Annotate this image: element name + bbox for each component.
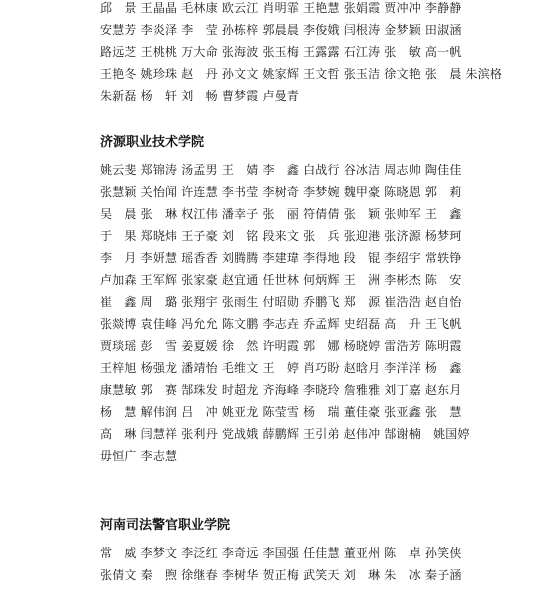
- name-line: 张燚博 袁佳峰 冯允允 陈文鹏 李志垚 乔孟辉 史绍磊 高 升 王飞帆: [100, 317, 462, 331]
- name-line: 杨 慧 解伟润 吕 冲 姚亚龙 陈莹雪 杨 瑞 董佳豪 张亚鑫 张 慧: [100, 405, 462, 419]
- name-line: 吴 晨 张 琳 权江伟 潘幸子 张 丽 符倩倩 张 颖 张帅军 王 鑫: [100, 207, 462, 221]
- name-line: 卢加森 王军辉 张家豪 赵宜通 任世林 何炳辉 王 洲 李彬杰 陈 安: [100, 273, 462, 287]
- name-line: 康慧敏 郭 赛 郜珠发 时超龙 齐海峰 李晓玲 詹雅雅 刘丁嘉 赵东月: [100, 383, 462, 397]
- section-heading: 济源职业技术学院: [100, 135, 205, 150]
- name-line: 毋恒广 李志慧: [100, 449, 178, 463]
- name-line: 常 威 李梦文 李泛红 李奇远 李国强 任佳慧 董亚州 陈 卓 孙笑侠: [100, 546, 462, 560]
- name-list-continued: [100, 0, 503, 107]
- section-heading: 河南司法警官职业学院: [100, 518, 231, 533]
- name-line: 于 果 郑晓炜 王子豪 刘 铭 段来文 张 兵 张迎港 张济源 杨梦珂: [100, 229, 462, 243]
- name-line: 张慧颖 关怡闻 许连慧 李书莹 李树奇 李梦婉 魏甲豪 陈晓恩 郭 莉: [100, 185, 462, 199]
- name-line: 姚云斐 郑锦涛 汤孟男 王 婧 李 鑫 白战行 谷冰洁 周志帅 陶佳佳: [100, 163, 462, 177]
- section-henan-judicial-police: [100, 510, 462, 586]
- name-line: 贾琰瑶 彭 雪 姜夏媛 徐 然 许明霞 郭 娜 杨晓婷 雷浩芳 陈明霞: [100, 339, 462, 353]
- section-jiyuan: [100, 127, 470, 467]
- name-line: 李 月 李妍慧 瑶香香 刘腾腾 李建瑋 李得地 段 锟 李绍宇 常轶铮: [100, 251, 462, 265]
- name-line: 王梓旭 杨强龙 潘靖怡 毛维文 王 婷 肖巧盼 赵晗月 李洋洋 杨 鑫: [100, 361, 462, 375]
- name-line: 邱 景 王晶晶 毛林康 欧云江 肖明霏 王艳慧 张娟霞 贾冲冲 李静静: [100, 1, 462, 15]
- name-line: 高 琳 闫慧祥 张利丹 党战娥 薛鹏辉 王引弟 赵伟冲 郜谢楠 姚国婷: [100, 427, 470, 441]
- name-line: 朱新磊 杨 轩 刘 畅 曹梦霞 卢曼青: [100, 89, 300, 103]
- name-line: 安慧芳 李炎泽 李 莹 孙栋梓 郭晨晨 李俊娥 闫根涛 金梦颖 田淑涵: [100, 23, 462, 37]
- name-line: 路远芝 王桃桃 万大命 张海波 张玉梅 王露露 石江涛 张 敏 高一帆: [100, 45, 462, 59]
- name-line: 崔 鑫 周 璐 张翔宇 张雨生 付昭勋 乔鹏飞 郑 源 崔浩浩 赵自怡: [100, 295, 462, 309]
- name-line: 王艳冬 姚珍珠 赵 丹 孙文文 姚家辉 王文哲 张玉洁 徐文艳 张 晨 朱滨格: [100, 67, 503, 81]
- name-line: 张倩文 秦 煦 徐继春 李树华 贺正梅 武笑天 刘 琳 朱 冰 秦子涵: [100, 568, 462, 582]
